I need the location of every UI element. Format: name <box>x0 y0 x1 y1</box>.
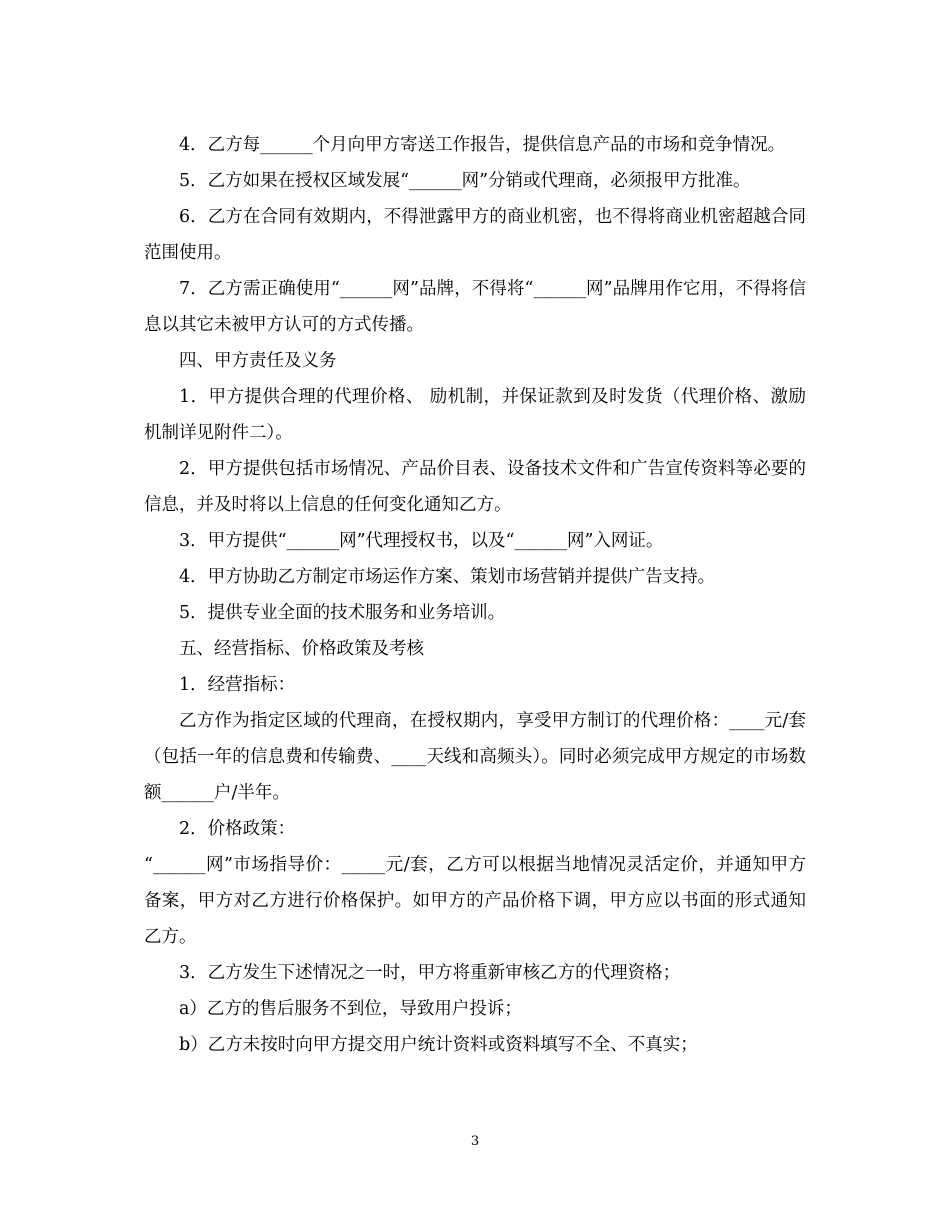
clause-a-2-information: 2．甲方提供包括市场情况、产品价目表、设备技术文件和广告宣传资料等必要的信息，并及时将以上信息的任何变化通知乙方。 <box>144 459 806 515</box>
clause-b-4-monthly-report: 4．乙方每______个月向甲方寄送工作报告，提供信息产品的市场和竞争情况。 <box>179 135 786 155</box>
clause-b-7-brand-usage: 7．乙方需正确使用“______网”品牌，不得将“______网”品牌用作它用，不得将信息以其它未被甲方认可的方式传播。 <box>144 279 806 335</box>
page-number: 3 <box>470 1134 480 1149</box>
clause-review-conditions: 3．乙方发生下述情况之一时，甲方将重新审核乙方的代理资格； <box>179 963 681 983</box>
clause-b-6-confidentiality: 6．乙方在合同有效期内，不得泄露甲方的商业机密，也不得将商业机密超越合同范围使用。 <box>144 207 806 263</box>
paragraph-guide-price: “______网”市场指导价：_____元/套，乙方可以根据当地情况灵活定价，并通知甲方备案，甲方对乙方进行价格保护。如甲方的产品价格下调，甲方应以书面的形式通知乙方。 <box>144 855 806 947</box>
clause-a-4-marketing-support: 4．甲方协助乙方制定市场运作方案、策划市场营销并提供广告支持。 <box>179 567 716 587</box>
condition-b-user-data: b）乙方未按时向甲方提交用户统计资料或资料填写不全、不真实； <box>179 1035 698 1055</box>
subheading-price-policy: 2．价格政策： <box>179 819 296 839</box>
section-heading-4: 四、甲方责任及义务 <box>179 351 337 371</box>
clause-b-5-distributor-approval: 5．乙方如果在授权区域发展“______网”分销或代理商，必须报甲方批准。 <box>179 171 751 191</box>
paragraph-agent-price: 乙方作为指定区域的代理商，在授权期内，享受甲方制订的代理价格：____元/套（包括一年的信息费和传输费、____天线和高频头）。同时必须完成甲方规定的市场数额______户/半年。 <box>144 711 806 803</box>
section-heading-5: 五、经营指标、价格政策及考核 <box>179 639 424 659</box>
subheading-business-targets: 1．经营指标： <box>179 675 296 695</box>
condition-a-after-sales: a）乙方的售后服务不到位，导致用户投诉； <box>179 999 522 1019</box>
document-body <box>144 127 806 1063</box>
clause-a-1-pricing: 1．甲方提供合理的代理价格、 励机制，并保证款到及时发货（代理价格、激励机制详见附件二）。 <box>144 387 806 443</box>
clause-a-5-training: 5．提供专业全面的技术服务和业务培训。 <box>179 603 506 623</box>
clause-a-3-authorization: 3．甲方提供“______网”代理授权书，以及“______网”入网证。 <box>179 531 664 551</box>
